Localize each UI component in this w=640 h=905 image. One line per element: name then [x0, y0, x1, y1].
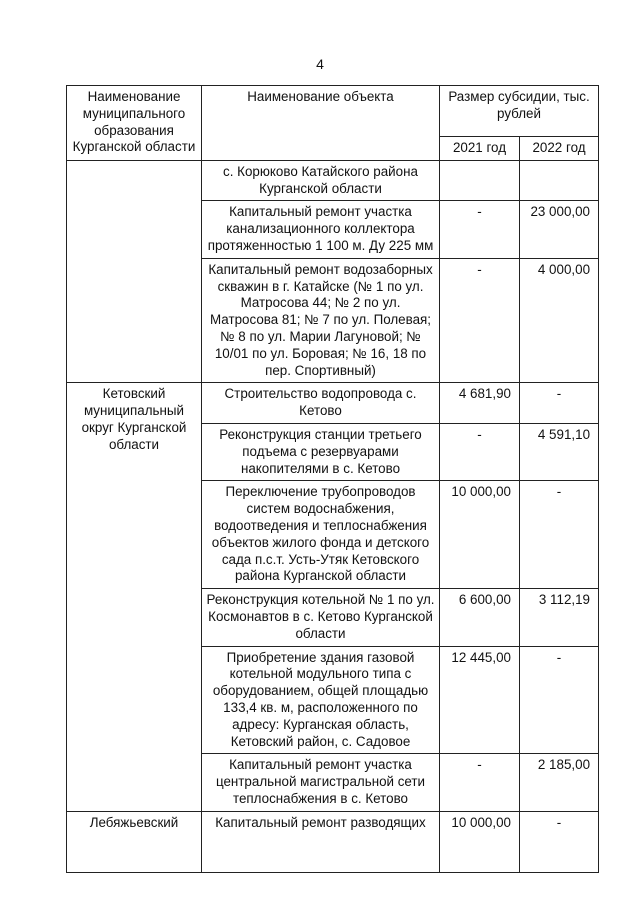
object-cell [202, 811, 440, 872]
municipality-cell [67, 811, 202, 872]
object-cell: Переключение трубопроводов систем водоснабжения, водоотведения и теплоснабжения объектов жилого фонда и детского сада п.с.т. Усть-Утяк Кетовского района Курганской области [202, 481, 440, 589]
value-2022-cell: 4 591,10 [520, 423, 599, 480]
value-2021-cell: 10 000,00 [440, 811, 520, 872]
value-2021-cell: - [440, 201, 520, 258]
page-number: 4 [316, 56, 324, 72]
value-2022-cell: 2 185,00 [520, 754, 599, 811]
table-row [67, 160, 599, 201]
value-2022-cell: 4 000,00 [520, 258, 599, 383]
value-2021-cell: - [440, 754, 520, 811]
object-text: Капитальный ремонт разводящих [215, 814, 426, 830]
municipality-cell [67, 160, 202, 383]
header-year-2021: 2021 год [440, 137, 520, 161]
value-2022-cell: - [520, 481, 599, 589]
value-2021-cell: 12 445,00 [440, 646, 520, 754]
municipality-text: Лебяжьевский [89, 814, 179, 830]
table-row [67, 811, 599, 872]
value-2022-cell: - [520, 811, 599, 872]
object-cell: с. Корюково Катайского района Курганской области [202, 160, 440, 201]
subsidy-table [66, 85, 599, 873]
value-2021-cell: 10 000,00 [440, 481, 520, 589]
header-year-2022: 2022 год [520, 137, 599, 161]
municipality-cell: Кетовский муниципальный округ Курганской области [67, 383, 202, 811]
object-cell: Капитальный ремонт водозаборных скважин в г. Катайске (№ 1 по ул. Матросова 44; № 2 по ул. Матросова 81; № 7 по ул. Полевая; № 8 по ул. Марии Лагуновой; № 10/01 по ул. Боровая; № 16, 18 по пер. Спортивный) [202, 258, 440, 383]
value-2021-cell: - [440, 423, 520, 480]
object-cell: Реконструкция станции третьего подъема с резервуарами накопителями в с. Кетово [202, 423, 440, 480]
value-2021-cell [440, 160, 520, 201]
object-cell: Реконструкция котельной № 1 по ул. Космонавтов в с. Кетово Курганской области [202, 589, 440, 646]
value-2021-cell: 6 600,00 [440, 589, 520, 646]
header-municipality: Наименование муниципального образования Курганской области [67, 86, 202, 161]
value-2021-cell: - [440, 258, 520, 383]
header-subsidy: Размер субсидии, тыс. рублей [440, 86, 599, 137]
value-2022-cell: 3 112,19 [520, 589, 599, 646]
value-2021-cell: 4 681,90 [440, 383, 520, 424]
table-row [67, 383, 599, 424]
value-2022-cell: 23 000,00 [520, 201, 599, 258]
value-2022-cell [520, 160, 599, 201]
header-object: Наименование объекта [202, 86, 440, 161]
object-cell: Капитальный ремонт участка центральной магистральной сети теплоснабжения в с. Кетово [202, 754, 440, 811]
object-cell: Капитальный ремонт участка канализационного коллектора протяженностью 1 100 м. Ду 225 мм [202, 201, 440, 258]
object-cell: Строительство водопровода с. Кетово [202, 383, 440, 424]
value-2022-cell: - [520, 646, 599, 754]
object-cell: Приобретение здания газовой котельной модульного типа с оборудованием, общей площадью 133,4 кв. м, расположенного по адресу: Курганская область, Кетовский район, с. Садовое [202, 646, 440, 754]
value-2022-cell: - [520, 383, 599, 424]
